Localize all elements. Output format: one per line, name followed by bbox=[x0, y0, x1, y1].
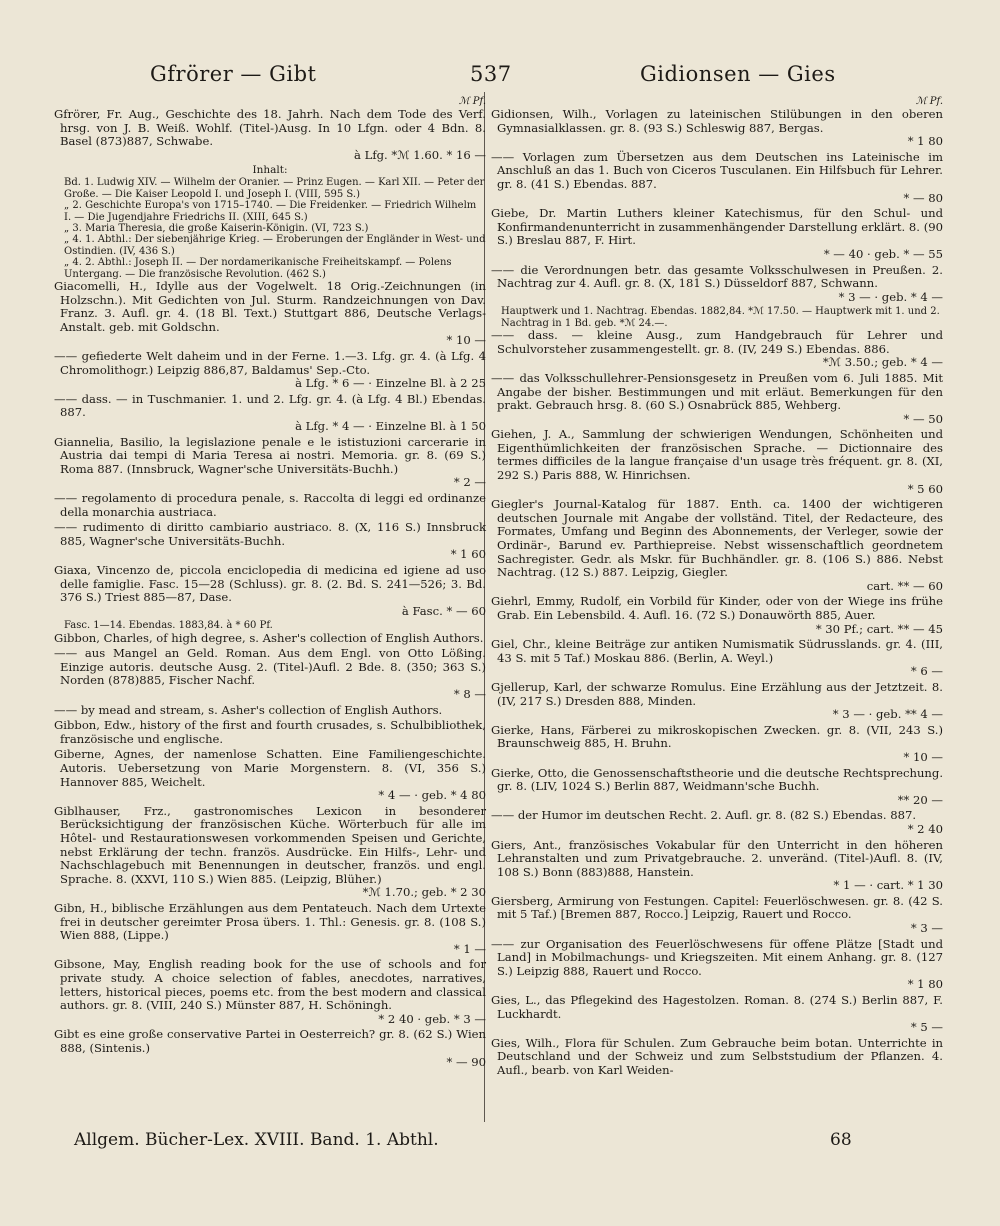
catalog-entry bbox=[54, 902, 486, 956]
entry-text: Gierke, Hans, Färberei zu mikroskopischen Zwecken. gr. 8. (VII, 243 S.) Braunschweig 885, H. Bruhn. bbox=[491, 722, 943, 751]
catalog-entry bbox=[54, 108, 486, 162]
entry-text: Giblhauser, Frz., gastronomisches Lexicon in besonderer Berücksichtigung der französischen Küche. Wörterbuch für alle im Hôtel- und Restaurationswesen vorkommenden Speisen und Gerichte, nebst Erklärung der techn. französ. Ausdrücke. Ein Hilfs-, Lehr- und Nachschlagebuch mit Benennungen in deutscher, französ. und engl. Sprache. 8. (XXVI, 110 S.) Wien 885. (Leipzig, Blüher.) bbox=[54, 803, 486, 886]
entry-text: Gibbon, Charles, of high degree, s. Asher's collection of English Authors. bbox=[54, 630, 484, 645]
catalog-entry bbox=[54, 393, 486, 434]
catalog-entry bbox=[54, 719, 486, 746]
entry-text: —— regolamento di procedura penale, s. Raccolta di leggi ed ordinanze della monarchia austriaca. bbox=[54, 490, 486, 519]
entry-text: Gies, Wilh., Flora für Schulen. Zum Gebrauche beim botan. Unterrichte in Deutschland und der Schweiz und zum Selbststudium der Pflanzen. 4. Aufl., bearb. von Karl Weiden- bbox=[491, 1035, 943, 1077]
entry-text: Gibbon, Edw., history of the first and fourth crusades, s. Schulbibliothek, französische und englische. bbox=[54, 718, 486, 746]
catalog-entry bbox=[491, 264, 943, 305]
entry-price: * 5 60 bbox=[907, 481, 943, 496]
entry-text: Gibt es eine große conservative Partei in Oesterreich? gr. 8. (62 S.) Wien 888, (Sintenis.) bbox=[54, 1027, 486, 1055]
entry-text: Giehrl, Emmy, Rudolf, ein Vorbild für Kinder, oder von der Wiege ins frühe Grab. Ein Lebensbild. 4. Aufl. 16. (72 S.) Donauwörth 885, Auer. bbox=[491, 594, 943, 622]
entry-price: * 1 80 bbox=[907, 134, 943, 149]
running-head-right: Gidionsen — Gies bbox=[640, 62, 836, 86]
entry-price: * 2 40 bbox=[907, 821, 943, 836]
entry-text: —— die Verordnungen betr. das gesamte Volksschulwesen in Preußen. 2. Nachtrag zur 4. Aufl. gr. 8. (X, 181 S.) Düsseldorf 887, Schwann. bbox=[491, 262, 943, 291]
entry-price: à Lfg. *ℳ 1.60. * 16 — bbox=[354, 147, 486, 162]
signature-line: Allgem. Bücher-Lex. XVIII. Band. 1. Abthl. bbox=[74, 1130, 439, 1150]
catalog-entry bbox=[491, 151, 943, 205]
entry-text: Giaxa, Vincenzo de, piccola enciclopedia di medicina ed igiene ad uso delle famiglie. Fasc. 15—28 (Schluss). gr. 8. (2. Bd. S. 241—526; 3. Bd. 376 S.) Triest 885—87, Dase. bbox=[54, 562, 486, 605]
entry-price: * — 40 · geb. * — 55 bbox=[823, 246, 943, 261]
entry-text: —— rudimento di diritto cambiario austriaco. 8. (X, 116 S.) Innsbruck 885, Wagner'sche Universitäts-Buchh. bbox=[54, 520, 486, 548]
entry-text: Giel, Chr., kleine Beiträge zur antiken Numismatik Südrusslands. gr. 4. (III, 43 S. mit 5 Taf.) Moskau 886. (Berlin, A. Weyl.) bbox=[491, 637, 943, 665]
entry-text: Gierke, Otto, die Genossenschaftstheorie und die deutsche Rechtsprechung. gr. 8. (LIV, 1024 S.) Berlin 887, Weidmann'sche Buchh. bbox=[491, 765, 943, 794]
sub-entry: Fasc. 1—14. Ebendas. 1883,84. à * 60 Pf. bbox=[64, 620, 273, 632]
catalog-entry bbox=[491, 638, 943, 679]
catalog-entry bbox=[491, 207, 943, 261]
sub-entry: „ 4. 2. Abthl.: Joseph II. — Der nordamerikanische Freiheitskampf. — Polens Untergang. — Die französische Revolution. (462 S.) bbox=[64, 257, 452, 280]
entry-text: Gjellerup, Karl, der schwarze Romulus. Eine Erzählung aus der Jetztzeit. 8. (IV, 217 S.) Dresden 888, Minden. bbox=[491, 679, 943, 708]
entry-price: *ℳ 3.50.; geb. * 4 — bbox=[822, 355, 943, 370]
entry-price: * 10 — bbox=[903, 749, 943, 764]
entry-text: Giehen, J. A., Sammlung der schwierigen Wendungen, Schönheiten und Eigenthümlichkeiten der französischen Sprache. — Dictionnaire des termes difficiles de la langue française d'un usage très fréquent. gr. 8. (XI, 292 S.) Paris 888, W. Hinrichsen. bbox=[491, 427, 943, 483]
entry-price: * 1 — bbox=[453, 941, 486, 956]
entry-price: * — 50 bbox=[903, 411, 943, 426]
entry-text: —— Vorlagen zum Übersetzen aus dem Deutschen ins Lateinische im Anschluß an das 1. Buch von Ciceros Tusculanen. Ein Hilfsbuch für Lehrer. gr. 8. (41 S.) Ebendas. 887. bbox=[491, 149, 943, 191]
catalog-entry bbox=[54, 280, 486, 348]
entry-text: Gibn, H., biblische Erzählungen aus dem Pentateuch. Nach dem Urtexte frei in deutscher gereimter Prosa übers. 1. Thl.: Genesis. gr. 8. (108 S.) Wien 888, (Lippe.) bbox=[54, 900, 486, 943]
right-column bbox=[491, 96, 943, 1080]
left-column bbox=[54, 96, 486, 1071]
entry-text: —— aus Mangel an Geld. Roman. Aus dem Engl. von Otto Lößing. Einzige autoris. deutsche Ausg. 2. (Titel-)Aufl. 2 Bde. 8. (350; 363 S.) Norden (878)885, Fischer Nachf. bbox=[54, 646, 486, 688]
entry-price: * 2 40 · geb. * 3 — bbox=[378, 1011, 486, 1026]
entry-text: —— zur Organisation des Feuerlöschwesens für offene Plätze [Stadt und Land] in Mobilmachungs- und Kriegszeiten. Mit einem Anhang. gr. 8. (127 S.) Leipzig 888, Rauert und Rocco. bbox=[491, 936, 943, 978]
entry-price: *ℳ 1.70.; geb. * 2 30 bbox=[362, 885, 486, 900]
entry-text: Giberne, Agnes, der namenlose Schatten. Eine Familiengeschichte. Autoris. Uebersetzung von Marie Morgenstern. 8. (VI, 356 S.) Hannover 885, Weichelt. bbox=[54, 747, 486, 789]
entry-text: Giegler's Journal-Katalog für 1887. Enth. ca. 1400 der wichtigeren deutschen Journale mit Angabe der vollständ. Titel, der Redacteure, des Formates, Umfang und Beginn des Abonnements, der Verleger, sowie der Ordinär-, Barund ev. Parthiepreise. Nebst wissenschaftlich geordnetem Sachregister. Gedr. als Mskr. für Buchhändler. gr. 8. (106 S.) 886. Nebst Nachtrag. (12 S.) 887. Leipzig, Giegler. bbox=[491, 497, 943, 580]
entry-price: * 8 — bbox=[453, 687, 486, 702]
entry-price: cart. ** — 60 bbox=[866, 578, 943, 593]
running-head-left: Gfrörer — Gibt bbox=[150, 62, 317, 86]
catalog-entry bbox=[54, 521, 486, 562]
entry-price: * 5 — bbox=[910, 1020, 943, 1035]
catalog-entry bbox=[491, 994, 943, 1035]
catalog-entry bbox=[54, 632, 486, 646]
sub-entry: „ 2. Geschichte Europa's von 1715–1740. — Die Freidenker. — Friedrich Wilhelm I. — Die Jugendjahre Friedrichs II. (XIII, 645 S.) bbox=[64, 200, 477, 223]
catalog-entry bbox=[54, 492, 486, 519]
entry-price: * 1 — · cart. * 1 30 bbox=[833, 878, 943, 893]
catalog-entry bbox=[491, 895, 943, 936]
catalog-entry bbox=[491, 329, 943, 370]
catalog-entry bbox=[491, 372, 943, 426]
entry-price: * 3 — · geb. * 4 — bbox=[838, 289, 943, 304]
entry-text: —— by mead and stream, s. Asher's collection of English Authors. bbox=[54, 702, 443, 717]
entry-text: —— dass. — in Tuschmanier. 1. und 2. Lfg. gr. 4. (à Lfg. 4 Bl.) Ebendas. 887. bbox=[54, 391, 486, 420]
sub-entry: „ 3. Maria Theresia, die große Kaiserin-Königin. (VI, 723 S.) bbox=[64, 223, 369, 234]
catalog-entry bbox=[491, 767, 943, 808]
entry-text: —— der Humor im deutschen Recht. 2. Aufl. gr. 8. (82 S.) Ebendas. 887. bbox=[491, 808, 917, 823]
catalog-entry bbox=[491, 428, 943, 496]
entry-price: * 1 80 bbox=[907, 977, 943, 992]
catalog-entry bbox=[491, 595, 943, 636]
entry-text: Gfrörer, Fr. Aug., Geschichte des 18. Jahrh. Nach dem Tode des Verf. hrsg. von J. B. Weiß. Wohlf. (Titel-)Ausg. In 10 Lfgn. oder 4 Bdn. 8. Basel (873)887, Schwabe. bbox=[54, 107, 486, 149]
entry-text: Gibsone, May, English reading book for the use of schools and for private study. A choice selection of fables, anecdotes, narratives, letters, historical pieces, poems etc. from the best modern and classical authors. gr. 8. (VIII, 240 S.) Münster 887, H. Schöningh. bbox=[54, 957, 486, 1013]
catalog-entry bbox=[54, 805, 486, 900]
entry-price: * 6 — bbox=[910, 664, 943, 679]
catalog-entry bbox=[491, 1037, 943, 1078]
sub-entry: Hauptwerk und 1. Nachtrag. Ebendas. 1882,84. *ℳ 17.50. — Hauptwerk mit 1. und 2. Nachtrag in 1 Bd. geb. *ℳ 24.—. bbox=[501, 306, 940, 329]
catalog-entry bbox=[54, 704, 486, 718]
signature-mark: 68 bbox=[830, 1130, 852, 1150]
entry-text: —— gefiederte Welt daheim und in der Ferne. 1.—3. Lfg. gr. 4. (à Lfg. 4 Chromolithogr.) Leipzig 886,87, Baldamus' Sep.-Cto. bbox=[54, 349, 486, 377]
entry-price: * — 80 bbox=[903, 190, 943, 205]
entry-text: Gies, L., das Pflegekind des Hagestolzen. Roman. 8. (274 S.) Berlin 887, F. Luckhardt. bbox=[491, 993, 943, 1021]
left-entries bbox=[54, 108, 486, 1069]
page-number: 537 bbox=[470, 62, 512, 86]
entry-price: * 4 — · geb. * 4 80 bbox=[378, 788, 486, 803]
entry-price: * 2 — bbox=[453, 475, 486, 490]
entry-price: à Fasc. * — 60 bbox=[401, 603, 486, 618]
entry-text: Giebe, Dr. Martin Luthers kleiner Katechismus, für den Schul- und Konfirmandenunterricht in zusammenhängender Darstellung erklärt. 8. (90 S.) Breslau 887, F. Hirt. bbox=[491, 206, 943, 248]
entry-price: * 30 Pf.; cart. ** — 45 bbox=[815, 621, 943, 636]
entry-text: Giers, Ant., französisches Vokabular für den Unterricht in den höheren Lehranstalten und zum Privatgebrauche. 2. unveränd. (Titel-)Aufl. 8. (IV, 108 S.) Bonn (883)888, Hanstein. bbox=[491, 837, 943, 879]
entry-price: * 3 — bbox=[910, 921, 943, 936]
sub-entry: Bd. 1. Ludwig XIV. — Wilhelm der Oranier. — Prinz Eugen. — Karl XII. — Peter der Große. — Die Kaiser Leopold I. und Joseph I. (VIII, 595 S.) bbox=[64, 177, 485, 200]
entry-price: à Lfg. * 4 — · Einzelne Bl. à 1 50 bbox=[295, 418, 486, 433]
catalog-entry bbox=[491, 938, 943, 992]
entry-price: ** 20 — bbox=[897, 792, 943, 807]
catalog-entry bbox=[491, 681, 943, 722]
currency-label-right: ℳ Pf. bbox=[915, 96, 943, 107]
catalog-entry bbox=[54, 958, 486, 1026]
entry-price: * — 90 bbox=[446, 1054, 486, 1069]
entry-price: * 10 — bbox=[446, 333, 486, 348]
catalog-entry bbox=[491, 498, 943, 593]
entry-text: —— dass. — kleine Ausg., zum Handgebrauch für Lehrer und Schulvorsteher zusammengestellt. gr. 8. (IV, 249 S.) Ebendas. 886. bbox=[491, 328, 943, 356]
entry-text: Giersberg, Armirung von Festungen. Capitel: Feuerlöschwesen. gr. 8. (42 S. mit 5 Taf.) [Bremen 887, Rocco.] Leipzig, Rauert und Rocco. bbox=[491, 893, 943, 922]
entry-price: * 1 60 bbox=[450, 547, 486, 562]
entry-text: —— das Volksschullehrer-Pensionsgesetz in Preußen vom 6. Juli 1885. Mit Angabe der bisher. Bestimmungen und mit erläut. Bemerkungen für den prakt. Gebrauch hrsg. 8. (60 S.) Osnabrück 885, Wehberg. bbox=[491, 370, 943, 413]
sub-entry: „ 4. 1. Abthl.: Der siebenjährige Krieg. — Eroberungen der Engländer in West- und Ostindien. (IV, 436 S.) bbox=[64, 234, 486, 257]
contents-heading: Inhalt: bbox=[252, 164, 288, 177]
catalog-entry bbox=[491, 839, 943, 893]
catalog-entry bbox=[54, 350, 486, 391]
currency-label-left: ℳ Pf. bbox=[458, 96, 486, 107]
catalog-entry bbox=[491, 108, 943, 149]
entry-text: Giannelia, Basilio, la legislazione penale e le ististuzioni carcerarie in Austria dai tempi di Maria Teresa ai nostri. Memoria. gr. 8. (69 S.) Roma 887. (Innsbruck, Wagner'sche Universitäts-Buchh.) bbox=[54, 434, 486, 476]
catalog-entry bbox=[54, 1028, 486, 1069]
entry-price: * 3 — · geb. ** 4 — bbox=[832, 707, 943, 722]
catalog-entry bbox=[54, 564, 486, 618]
entry-text: Giacomelli, H., Idylle aus der Vogelwelt. 18 Orig.-Zeichnungen (in Holzschn.). Mit Gedichten von Jul. Sturm. Randzeichnungen von Dav. Franz. 3. Aufl. gr. 4. (18 Bl. Text.) Stuttgart 886, Deutsche Verlags-Anstalt. geb. mit Goldschn. bbox=[54, 279, 486, 334]
catalog-entry bbox=[54, 647, 486, 701]
entry-text: Gidionsen, Wilh., Vorlagen zu lateinischen Stilübungen in den oberen Gymnasialklassen. gr. 8. (93 S.) Schleswig 887, Bergas. bbox=[491, 107, 943, 135]
catalog-entry bbox=[491, 809, 943, 836]
catalog-entry bbox=[54, 436, 486, 490]
catalog-entry bbox=[491, 724, 943, 765]
right-entries bbox=[491, 108, 943, 1078]
entry-price: à Lfg. * 6 — · Einzelne Bl. à 2 25 bbox=[295, 376, 486, 391]
catalog-entry bbox=[54, 748, 486, 802]
